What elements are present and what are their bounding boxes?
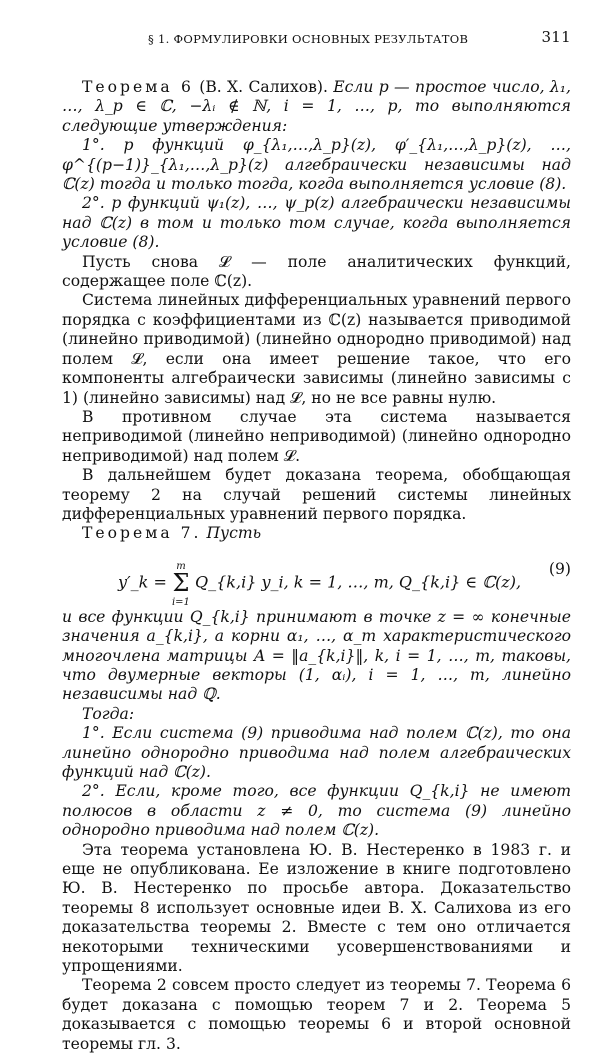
page-body	[62, 78, 571, 1054]
theorem-7-lead: Пусть	[201, 524, 262, 543]
theorem-7-label: Теорема 7.	[82, 524, 202, 543]
equation-number: (9)	[548, 559, 571, 578]
sum-upper-limit: m	[176, 560, 186, 572]
summation	[172, 558, 190, 608]
equation-formula	[118, 558, 521, 608]
paragraph-nesterenko: Эта теорема установлена Ю. В. Нестеренко в 1983 г. и еще не опубликована. Ее изложение в книге подготовлено Ю. В. Нестеренко по просьбе автора. Доказательство теоремы 8 использует основные идеи В. Х. Салихова из его доказательства теоремы 2. Вместе с тем оно отличается некоторыми техническими усовершенствованиями и упрощениями.	[62, 840, 571, 976]
theorem-7-condition: и все функции Q_{k,i} принимают в точке z = ∞ конечные значения a_{k,i}, а корни α₁, …, α_m характеристического многочлена матрицы A = ‖a_{k,i}‖, k, i = 1, …, m, таковы, что двумерные векторы (1, αᵢ), i = 1, …, m, линейно независимы над ℚ.	[62, 607, 571, 704]
paragraph-field-definition: Пусть снова 𝓛 — поле аналитических функций, содержащее поле ℂ(z).	[62, 252, 571, 291]
section-title: § 1. ФОРМУЛИРОВКИ ОСНОВНЫХ РЕЗУЛЬТАТОВ	[148, 32, 469, 46]
paragraph-irreducible-definition: В противном случае эта система называется неприводимой (линейно неприводимой) (линейно однородно неприводимой) над полем 𝓛.	[62, 407, 571, 465]
sum-sign: Σ	[172, 568, 190, 597]
theorem-6-author: (В. Х. Салихов).	[193, 78, 334, 96]
sum-lower-limit: i=1	[171, 596, 190, 608]
paragraph-proof-plan: Теорема 2 совсем просто следует из теоремы 7. Теорема 6 будет доказана с помощью теорем 7 и 2. Теорема 5 доказывается с помощью теоремы 6 и второй основной теоремы гл. 3.	[62, 976, 571, 1053]
equation-rhs: Q_{k,i} y_i, k = 1, …, m, Q_{k,i} ∈ ℂ(z),	[195, 572, 522, 592]
paragraph-reducible-definition: Система линейных дифференциальных уравнений первого порядка с коэффициентами из ℂ(z) называется приводимой (линейно приводимой) (линейно однородно приводимой) над полем 𝓛, если она имеет решение такое, что его компоненты алгебраически зависимы (линейно зависимы с 1) (линейно зависимы) над 𝓛, но не все равны нулю.	[62, 291, 571, 407]
theorem-7-then: Тогда:	[82, 704, 135, 723]
paragraph-generalization: В дальнейшем будет доказана теорема, обобщающая теорему 2 на случай решений системы линейных дифференциальных уравнений первого порядка.	[62, 466, 571, 523]
page-number: 311	[541, 28, 571, 46]
equation-9	[62, 546, 571, 608]
theorem-7-heading	[62, 524, 571, 543]
running-head	[62, 28, 571, 50]
theorem-7-item-1: 1°. Если система (9) приводима над полем ℂ(z), то она линейно однородно приводима над полем алгебраических функций над ℂ(z).	[62, 724, 571, 781]
theorem-6-condition: Если p — простое число, λ₁, …, λ_p ∈ ℂ, −λᵢ ∉ ℕ, i = 1, …, p, то выполняются следующие утверждения:	[62, 78, 571, 135]
theorem-6-label: Теорема 6	[82, 78, 194, 96]
theorem-6-item-1: 1°. p функций φ_{λ₁,…,λ_p}(z), φ′_{λ₁,…,λ_p}(z), …, φ^{(p−1)}_{λ₁,…,λ_p}(z) алгебраически независимы над ℂ(z) тогда и только тогда, когда выполняется условие (8).	[62, 136, 571, 194]
theorem-6	[62, 78, 571, 136]
theorem-6-item-2: 2°. p функций ψ₁(z), …, ψ_p(z) алгебраически независимы над ℂ(z) в том и только том случае, когда выполняется условие (8).	[62, 194, 571, 252]
equation-lhs: y′_k =	[118, 572, 172, 592]
theorem-7-item-2: 2°. Если, кроме того, все функции Q_{k,i} не имеют полюсов в области z ≠ 0, то система (9) линейно однородно приводима над полем ℂ(z).	[62, 782, 571, 840]
